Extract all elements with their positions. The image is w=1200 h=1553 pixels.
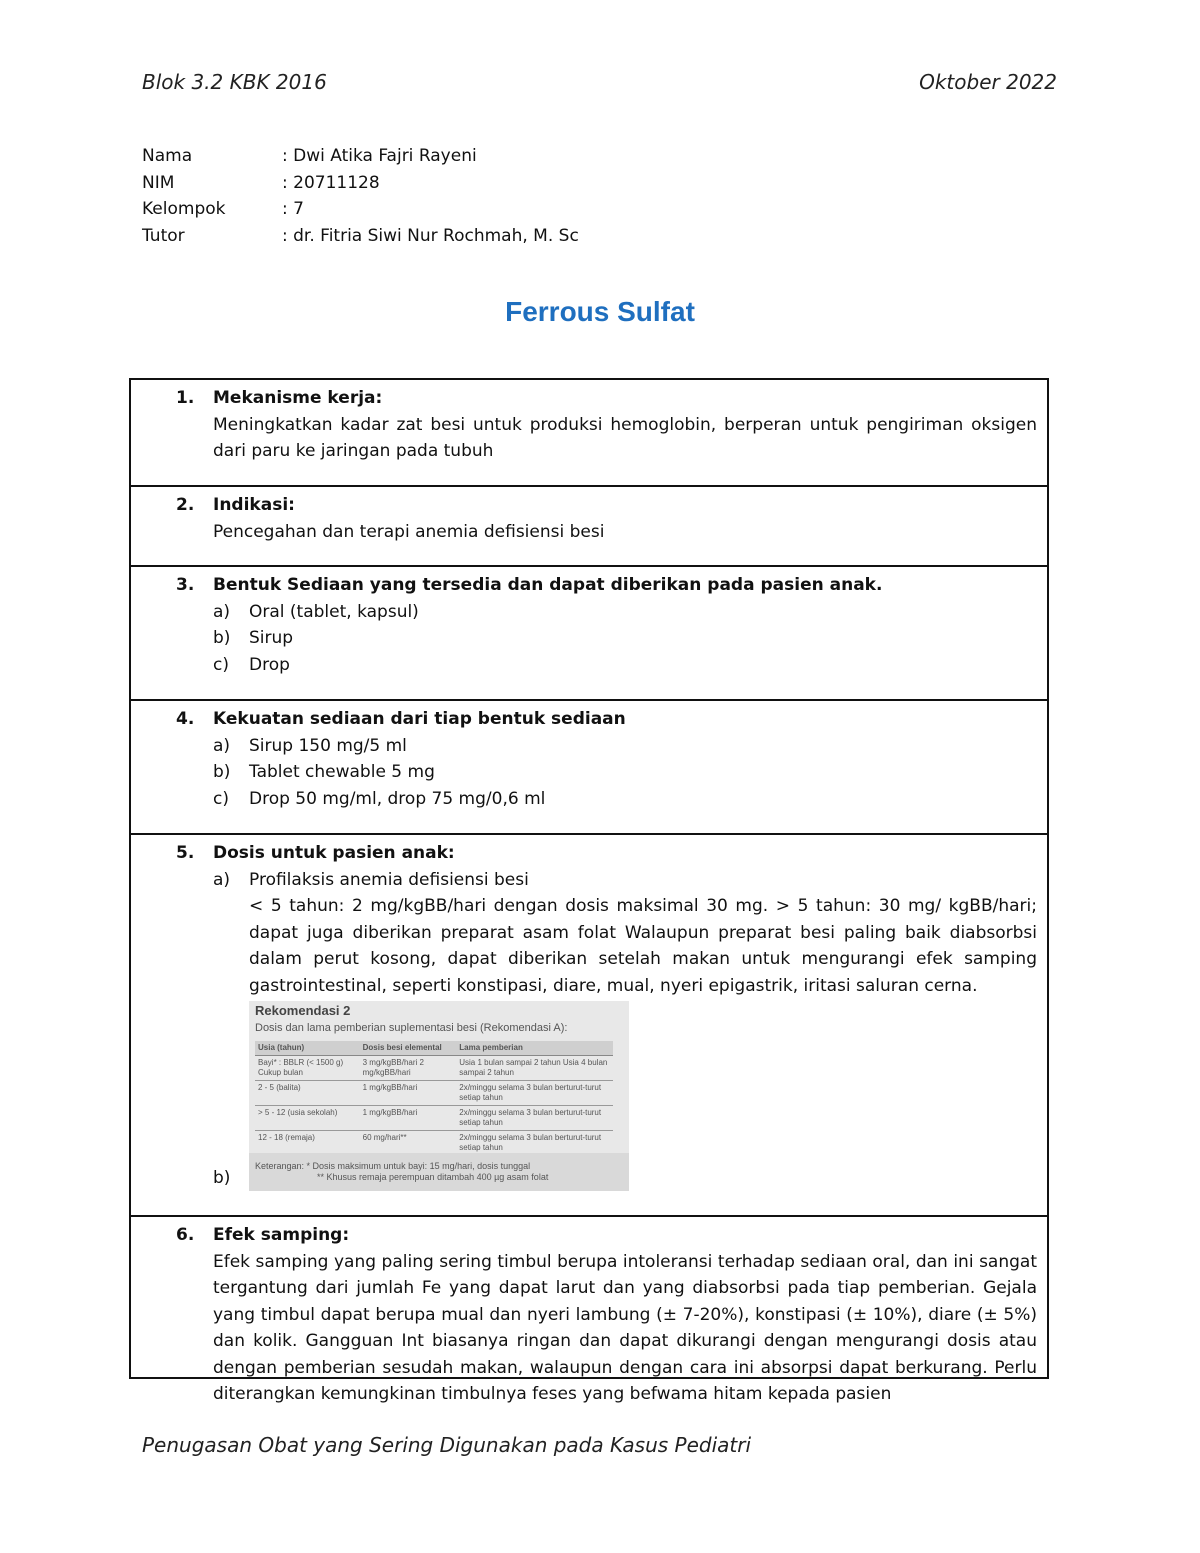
item-letter: a) xyxy=(213,601,231,622)
footer: Penugasan Obat yang Sering Digunakan pada Kasus Pediatri xyxy=(142,1433,752,1457)
item-text: Drop 50 mg/ml, drop 75 mg/0,6 ml xyxy=(249,788,546,809)
table-cell: 2x/minggu selama 3 bulan berturut-turut setiap tahun xyxy=(456,1106,613,1131)
table-cell: 1 mg/kgBB/hari xyxy=(360,1106,457,1131)
page-title: Ferrous Sulfat xyxy=(505,296,695,327)
list-item xyxy=(213,733,1037,760)
meta-row-nama xyxy=(142,143,579,170)
table-row xyxy=(255,1081,613,1106)
item-title: Profilaksis anemia defisiensi besi xyxy=(249,869,529,890)
meta-row-nim xyxy=(142,170,579,197)
section-heading: Efek samping: xyxy=(213,1225,350,1245)
table-cell: 2 - 5 (balita) xyxy=(255,1081,360,1106)
section-number: 3. xyxy=(176,575,195,595)
table-cell: 2x/minggu selama 3 bulan berturut-turut setiap tahun xyxy=(456,1131,613,1156)
table-row xyxy=(255,1056,613,1081)
meta-label: NIM xyxy=(142,172,175,193)
recommendation-image xyxy=(249,1001,629,1191)
table-cell: > 5 - 12 (usia sekolah) xyxy=(255,1106,360,1131)
section-indikasi xyxy=(131,487,1047,567)
table-header: Lama pemberian xyxy=(456,1041,613,1056)
section-heading: Dosis untuk pasien anak: xyxy=(213,843,455,863)
note-line: Keterangan: * Dosis maksimum untuk bayi: 15 mg/hari, dosis tunggal xyxy=(255,1161,531,1171)
section-text: Pencegahan dan terapi anemia defisiensi besi xyxy=(213,521,605,542)
recommendation-subtitle: Dosis dan lama pemberian suplementasi besi (Rekomendasi A): xyxy=(255,1022,568,1034)
section-heading: Bentuk Sediaan yang tersedia dan dapat diberikan pada pasien anak. xyxy=(213,575,883,595)
item-letter: c) xyxy=(213,654,229,675)
header-right: Oktober 2022 xyxy=(919,70,1057,94)
section-heading: Indikasi: xyxy=(213,495,295,515)
item-text: Sirup xyxy=(249,628,294,648)
table-cell: 60 mg/hari** xyxy=(360,1131,457,1156)
table-header-row xyxy=(255,1041,613,1056)
section-number: 5. xyxy=(176,843,195,863)
meta-value: : dr. Fitria Siwi Nur Rochmah, M. Sc xyxy=(282,225,579,246)
list-item xyxy=(213,867,1037,1000)
item-text: Sirup 150 mg/5 ml xyxy=(249,735,407,756)
section-heading: Mekanisme kerja: xyxy=(213,388,383,408)
list-item xyxy=(213,786,1037,813)
item-text: Oral (tablet, kapsul) xyxy=(249,601,419,622)
section-text: Meningkatkan kadar zat besi untuk produksi hemoglobin, berperan untuk pengiriman oksigen dari paru ke jaringan pada tubuh xyxy=(213,414,1037,461)
meta-row-tutor xyxy=(142,223,579,250)
table-row xyxy=(255,1131,613,1156)
section-number: 2. xyxy=(176,495,195,515)
recommendation-note xyxy=(249,1153,629,1191)
item-text: Drop xyxy=(249,654,290,675)
meta-value: : 20711128 xyxy=(282,172,380,193)
header-left: Blok 3.2 KBK 2016 xyxy=(142,70,327,94)
table-header: Usia (tahun) xyxy=(255,1041,360,1056)
meta-label: Tutor xyxy=(142,225,185,246)
table-header: Dosis besi elemental xyxy=(360,1041,457,1056)
meta-row-kelompok xyxy=(142,196,579,223)
table-cell: 12 - 18 (remaja) xyxy=(255,1131,360,1156)
table-cell: Usia 1 bulan sampai 2 tahun Usia 4 bulan sampai 2 tahun xyxy=(456,1056,613,1081)
item-letter: b) xyxy=(213,762,231,782)
item-letter: b) xyxy=(213,1167,231,1188)
item-text: < 5 tahun: 2 mg/kgBB/hari dengan dosis maksimal 30 mg. > 5 tahun: 30 mg/ kgBB/hari; dapat juga diberikan preparat asam folat Walaupun preparat besi paling baik diabsorbsi dalam perut kosong, dapat diberikan setelah makan untuk mengurangi efek samping gastrointestinal, seperti konstipasi, diare, mual, nyeri epigastrik, iritasi saluran cerna. xyxy=(249,896,1037,996)
section-text: Efek samping yang paling sering timbul berupa intoleransi terhadap sediaan oral, dan ini sangat tergantung dari jumlah Fe yang dapat larut dan yang diabsorbsi pada tiap pemberian. Gejala yang timbul dapat berupa mual dan nyeri lambung (± 7-20%), konstipasi (± 10%), diare (± 5%) dan kolik. Gangguan Int biasanya ringan dan dapat dikurangi dengan mengurangi dosis atau dengan pemberian sesudah makan, walaupun dengan cara ini absorpsi dapat berkurang. Perlu diterangkan kemungkinan timbulnya feses yang befwama hitam kepada pasien xyxy=(213,1251,1037,1404)
table-cell: Bayi* : BBLR (< 1500 g) Cukup bulan xyxy=(255,1056,360,1081)
drug-info-table xyxy=(129,378,1049,1404)
student-info xyxy=(142,143,579,249)
section-number: 6. xyxy=(176,1225,195,1245)
section-efek-samping xyxy=(131,1217,1047,1404)
item-letter: b) xyxy=(213,628,231,648)
item-letter: a) xyxy=(213,735,231,756)
section-kekuatan-sediaan xyxy=(131,701,1047,835)
table-cell: 2x/minggu selama 3 bulan berturut-turut setiap tahun xyxy=(456,1081,613,1106)
recommendation-title: Rekomendasi 2 xyxy=(255,1003,351,1018)
table-cell: 1 mg/kgBB/hari xyxy=(360,1081,457,1106)
section-mekanisme xyxy=(131,380,1047,487)
meta-value: : Dwi Atika Fajri Rayeni xyxy=(282,146,477,166)
note-line: ** Khusus remaja perempuan ditambah 400 µg asam folat xyxy=(317,1172,549,1182)
section-number: 4. xyxy=(176,709,195,729)
meta-label: Nama xyxy=(142,146,193,166)
section-bentuk-sediaan xyxy=(131,567,1047,701)
section-number: 1. xyxy=(176,388,195,408)
recommendation-table xyxy=(255,1041,613,1156)
item-text: Tablet chewable 5 mg xyxy=(249,762,435,782)
meta-value: : 7 xyxy=(282,199,304,219)
list-item xyxy=(213,999,1037,1191)
list-item xyxy=(213,625,1037,652)
section-heading: Kekuatan sediaan dari tiap bentuk sediaan xyxy=(213,709,626,729)
table-row xyxy=(255,1106,613,1131)
meta-label: Kelompok xyxy=(142,199,226,219)
item-letter: a) xyxy=(213,869,231,890)
item-letter: c) xyxy=(213,788,229,809)
list-item xyxy=(213,599,1037,626)
list-item xyxy=(213,759,1037,786)
list-item xyxy=(213,652,1037,679)
table-cell: 3 mg/kgBB/hari 2 mg/kgBB/hari xyxy=(360,1056,457,1081)
section-dosis xyxy=(131,835,1047,1217)
